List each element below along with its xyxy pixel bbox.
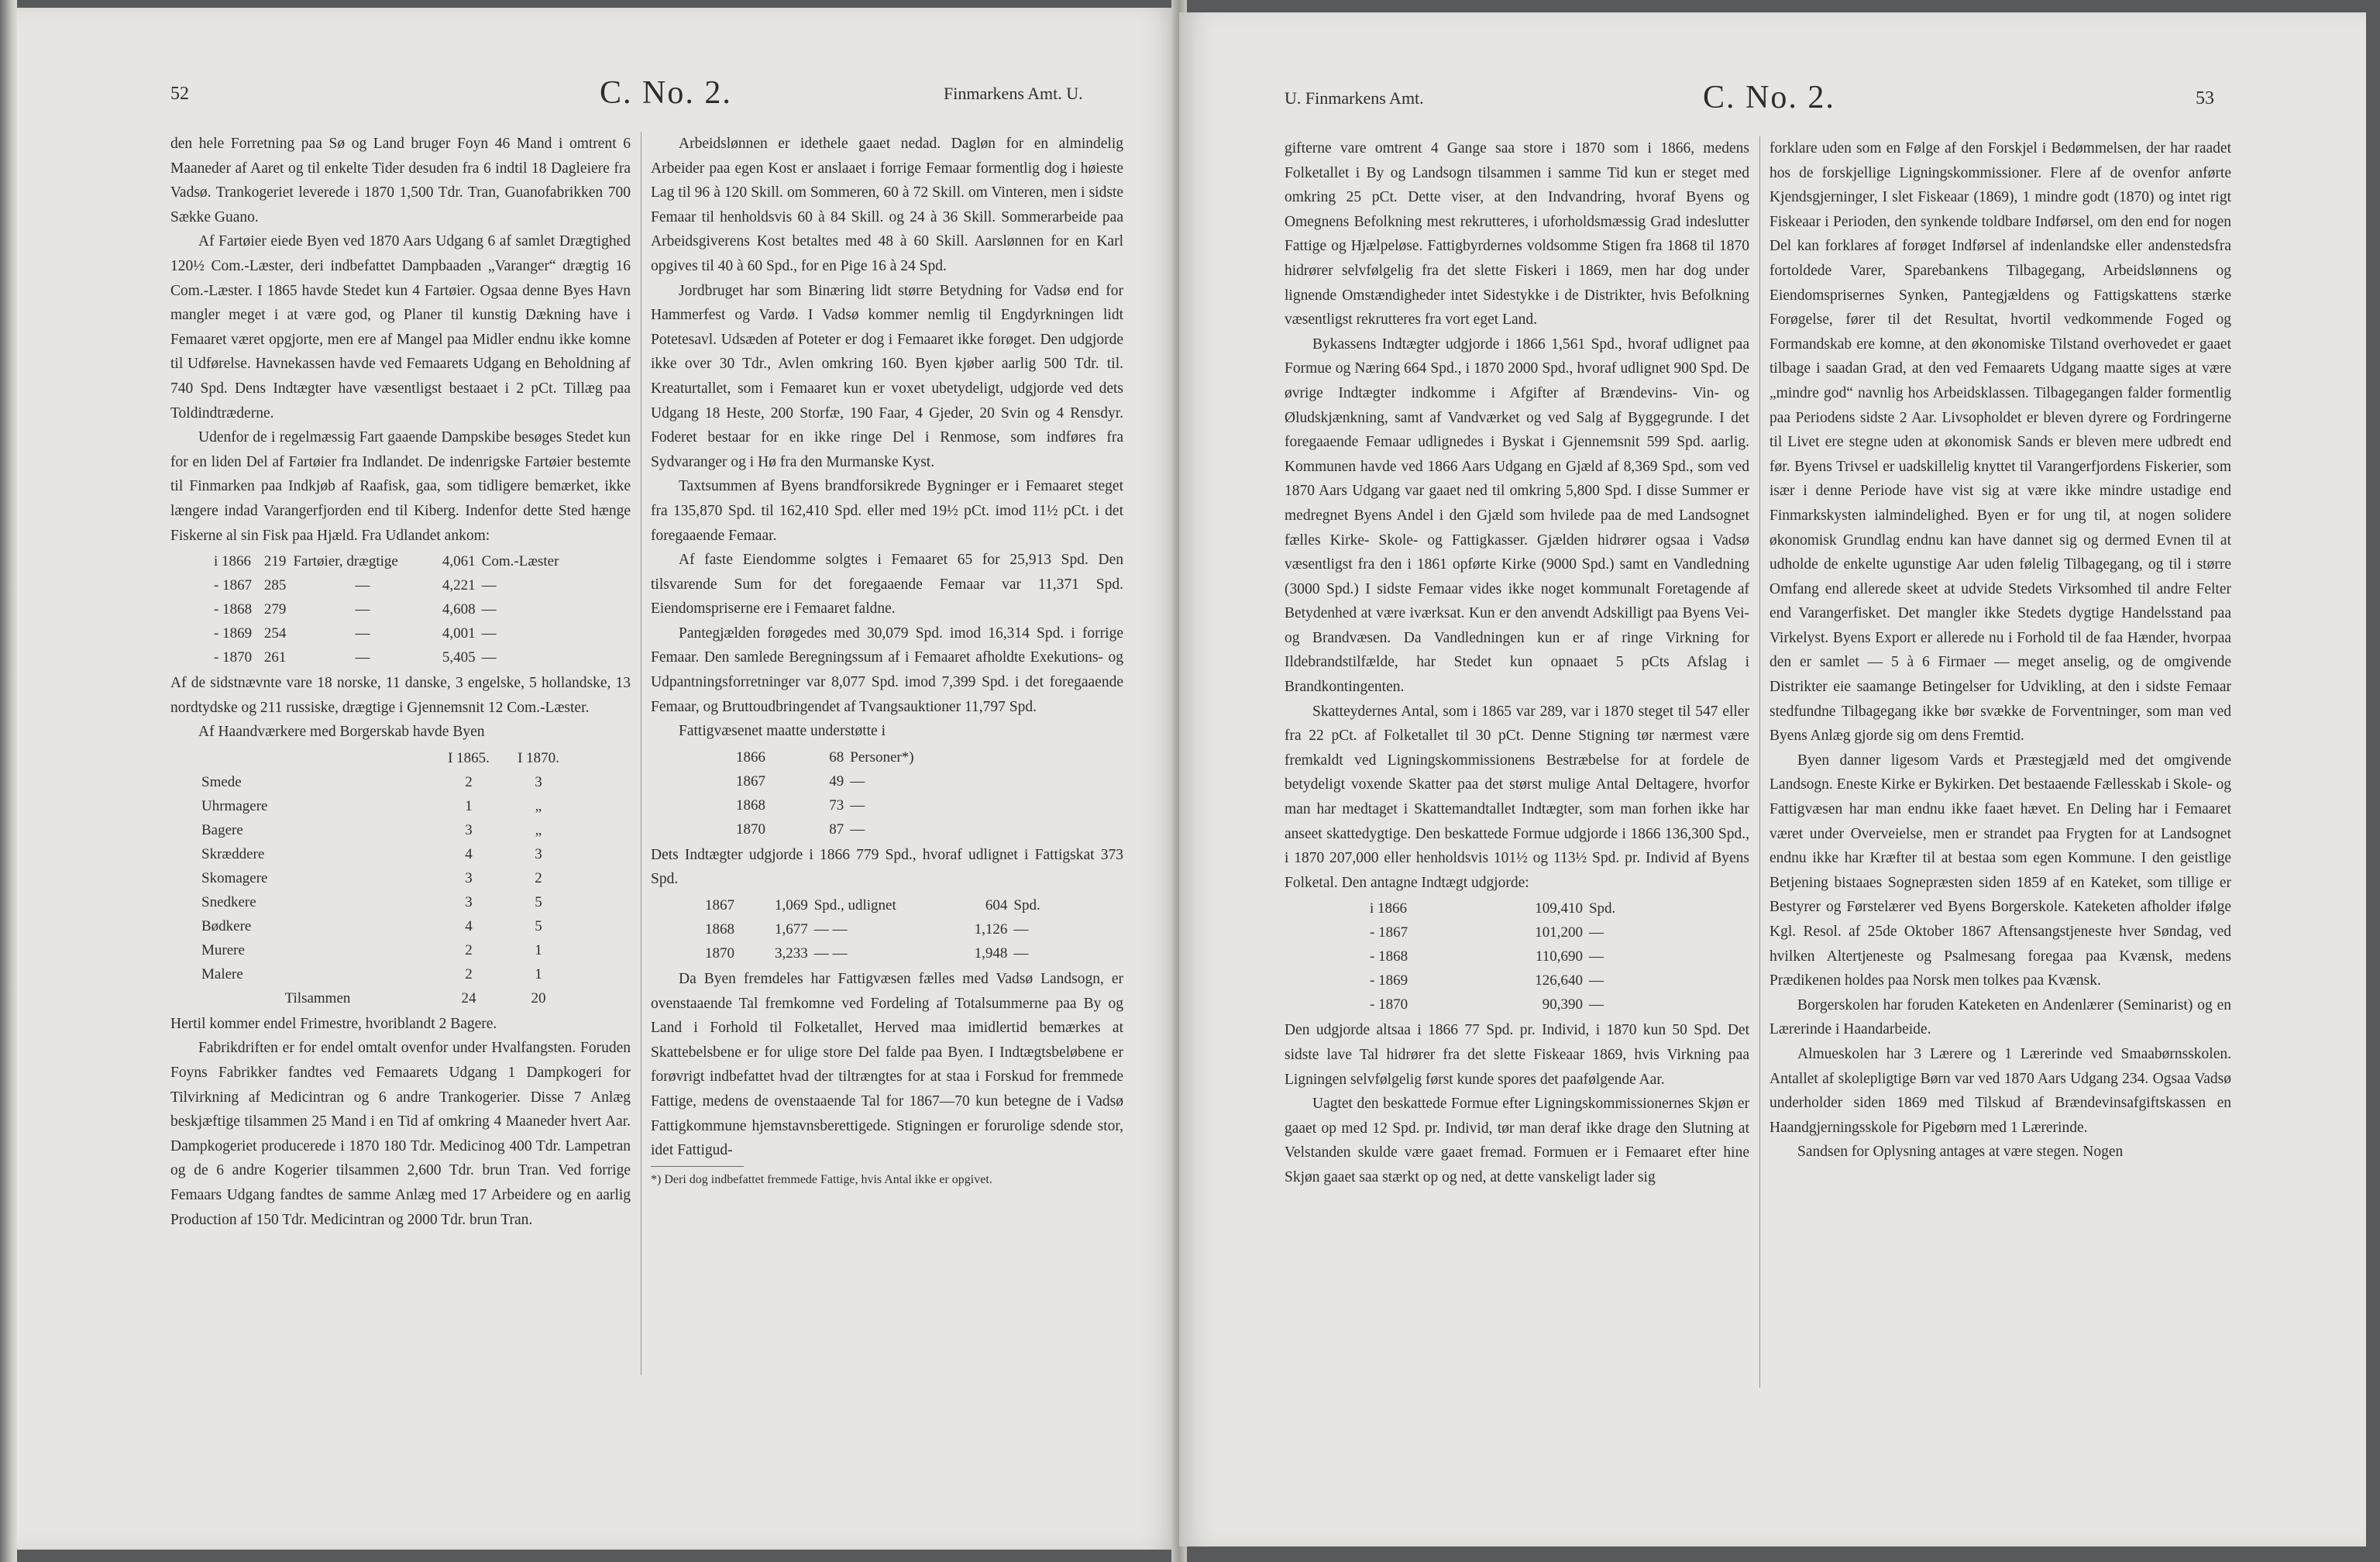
paragraph: Jordbruget har som Binæring lidt større Betydning for Vadsø end for Hammerfest og Vardø. I Vadsø kommer nemlig til Engdyrkningen lidt Potetesavl. Udsæden af Poteter er dog i Femaaret ikke forøget. Den udgjorde ikke over 30 Tdr., Avlen omkring 160. Byen kjøber aarlig 500 Tdr. til. Kreaturtallet, som i Femaaret kun er voxet ubetydeligt, udgjorde ved dets Udgang 18 Heste, 200 Storfæ, 190 Faar, 4 Gjeder, 20 Svin og 4 Rensdyr. Foderet bestaar for en ikke ringe Del i Renmose, som indføres fra Sydvaranger og i Hø fra den Murmanske Kyst. [651,282,1123,470]
table-row: - 1869 126,640 — [1370,972,1604,989]
paragraph: Af Haandværkere med Borgerskab havde Byen [198,724,485,741]
footnote: *) Deri dog indbefattet fremmede Fattige, hvis Antal ikke er opgivet. [651,1172,992,1186]
paragraph: Fattigvæsenet maatte understøtte i [679,723,886,740]
paragraph: den hele Forretning paa Sø og Land bruger Foyn 46 Mand i omtrent 6 Maaneder af Aaret og til enkelte Tider desuden fra 6 indtil 18 Dagleiere fra Vadsø. Trankogeriet leverede i 1870 1,500 Tdr. Tran, Guanofabrikken 700 Sække Guano. [170,136,631,225]
table-row: 1867 1,069 Spd., udlignet 604 Spd. [705,897,1040,914]
table-row: i 1866 109,410 Spd. [1370,900,1616,917]
paragraph: Hertil kommer endel Frimestre, hvoriblandt 2 Bagere. [170,1015,497,1032]
paragraph: Fabrikdriften er for endel omtalt ovenfor under Hvalfangsten. Foruden Foyns Fabrikker fandtes ved Femaarets Udgang 1 Dampkogeri for Tilvirkning af Medicintran og 6 andre Trankogerier. Disse 7 Anlæg beskjæftige tilsammen 25 Mand i en Tid af omkring 4 Maaneder hvert Aar. Dampkogeriet producerede i 1870 180 Tdr. Medicinog 400 Tdr. Lampetran og de 6 andre Kogerier tilsammen 2,600 Tdr. brun Tran. Ved forrige Femaars Udgang fandtes de samme Anlæg med 17 Arbeidere og en aarlig Production af 150 Tdr. Medicintran og 2000 Tdr. brun Tran. [170,1040,631,1228]
table-row: Uhrmagere 1 „ [201,797,542,814]
table-row: Murere 2 1 [201,941,542,958]
paragraph: Dets Indtægter udgjorde i 1866 779 Spd., hvoraf udlignet i Fattigskat 373 Spd. [651,846,1123,888]
table-row: Bagere 3 „ [201,821,542,838]
paragraph: Borgerskolen har foruden Kateketen en Andenlærer (Seminarist) og en Lærerinde i Haandarbeide. [1770,996,2231,1038]
table-row: - 1868 110,690 — [1370,948,1604,965]
page-subtitle: Finmarkens Amt. U. [944,84,1083,103]
table-row: - 1867 285 — 4,221 — [214,577,497,594]
table-row: 1868 73 — [736,796,865,814]
table-row: - 1868 279 — 4,608 — [214,601,497,618]
table-header-row: I 1865. I 1870. [448,749,559,766]
page-subtitle: U. Finmarkens Amt. [1285,88,1424,108]
poor-table [736,745,1015,841]
table-row: 1870 3,233 — — 1,948 — [705,945,1029,962]
left-page-header [17,74,1179,121]
paragraph: Pantegjælden forøgedes med 30,079 Spd. imod 16,314 Spd. i forrige Femaar. Den samlede Beregningssum af i Femaaret afholdte Exekutions- og Udpantningsforretninger var 8,077 Spd. imod 7,399 Spd. i det foregaaende Femaar, og Bruttoudbringendet af Tvangsauktioner 11,797 Spd. [651,624,1123,715]
table-total-row: Tilsammen 24 20 [284,989,546,1006]
paragraph: gifterne vare omtrent 4 Gange saa store i 1870 som i 1866, medens Folketallet i By og Landsogn tilsammen i samme Tid kun er steget med omkring 25 pCt. Dette viser, at den Indvandring, hvoraf Byens og Omegnens Befolkning mest rekrutteres, i uforholdsmæssig Grad indeslutter Fattige og Hjælpeløse. Fattigbyrdernes voldsomme Stigen fra 1868 til 1870 hidrører selvfølgelig fra det slette Fiskeri i 1869, men har dog under lignende Omstændigheder intet Sidestykke i de Distrikter, hvis Befolkning væsentligst rekrutteres fra vort eget Land. [1285,140,1749,329]
paragraph: Taxtsummen af Byens brandforsikrede Bygninger er i Femaaret steget fra 135,870 Spd. til 162,410 Spd. eller med 19½ pCt. imod 11½ pCt. i det foregaaende Femaar. [651,478,1123,544]
income-table [1370,896,1664,1017]
page-title: C. No. 2. [600,75,732,111]
paragraph: Almueskolen har 3 Lærere og 1 Lærerinde ved Smaabørnsskolen. Antallet af skolepligtige Børn var ved 1870 Aars Udgang 234. Ogsaa Vadsø underholder siden 1869 med Tilskud af Brændevinsafgiftskassen en Haandgjerningsskole for Pigebørn med 1 Lærerinde. [1770,1045,2231,1136]
right-page-header [1179,79,2366,126]
ships-table [214,549,586,669]
paragraph: Uagtet den beskattede Formue efter Ligningskommissionernes Skjøn er gaaet op med 12 Spd. pr. Individ, tør man deraf ikke drage den Slutning at Velstanden skulde være gaaet fremad. Formuen er i Femaaret efter hine Skjøn gaaet saa stærkt op og ned, at dette vanskeligt lader sig [1285,1096,1749,1185]
paragraph: Af Fartøier eiede Byen ved 1870 Aars Udgang 6 af samlet Drægtighed 120½ Com.-Læster, deri indbefattet Dampbaaden „Varanger“ drægtig 16 Com.-Læster. I 1865 havde Stedet kun 4 Fartøier. Ogsaa denne Byes Havn mangler meget i at være god, og Planer til kunstig Dækning have i Femaaret været opgjorte, men ere af Mangel paa Midler endnu ikke komne til Udførelse. Havnekassen havde ved Femaarets Udgang en Beholdning af 740 Spd. Dens Indtægter have væsentligst bestaaet i 2 pCt. Tillæg paa Toldindtræderne. [170,233,631,421]
page-number: 53 [2196,88,2214,108]
table-row: 1870 87 — [736,821,865,838]
left-page [17,8,1179,1550]
table-row: 1866 68 Personer*) [736,748,914,766]
table-row: Malere 2 1 [201,965,542,982]
footnote-rule [651,1166,744,1167]
table-row: - 1867 101,200 — [1370,924,1604,941]
paragraph: Udenfor de i regelmæssig Fart gaaende Dampskibe besøges Stedet kun for en liden Del af Fartøier fra Indlandet. De indenrigske Fartøier bestemte til Finmarken paa Indkjøb af Raafisk, gaa, som tidligere bemærket, ikke længere indad Varangerfjorden end til Kiberg. Indenfor dette Sted hænge Fiskerne al sin Fisk paa Hjæld. Fra Udlandet ankom: [170,429,631,544]
table-row: - 1869 254 — 4,001 — [214,625,497,642]
table-row: Bødkere 4 5 [201,917,542,934]
paragraph: forklare uden som en Følge af den Forskjel i Bedømmelsen, der har raadet hos de forskjellige Ligningskommissioner. Flere af de ovenfor anførte Kjendsgjerninger, I slet Fiskeaar (1869), 1 mindre godt (1870) og intet rigt Fiskeaar i Perioden, den synkende toldbare Indførsel, om den end for nogen Del kan forklares af forøget Indførsel af indenlandske eller andenstedsfra fortoldede Varer, Sparebankens Tilbagegang, Arbeidslønnens og Eiendomsprisernes Synken, Pantegjældens og Fattigskattens stærke Forøgelse, fører til det Resultat, hvortil vedkommende Foged og Formandskab ere komne, at den økonomiske Tilstand overhovedet er gaaet tilbage i saadan Grad, at den ved Femaarets Udgang maatte siges at være „mindre god“ navnlig hos Arbeidsklassen. Tilbagegangen falder formentlig paa Periodens sidste 2 Aar. Livsopholdet er bleven dyrere og Fordringerne til Livet ere stegne uden at økonomisk Sands er bleven mere udbredt end før. Byens Trivsel er uadskillelig knyttet til Varangerfjordens Fiskerier, som især i denne Periode have vist sig at være ikke mindre ustadige end Finmarkskysten ialmindelighed. Byen er for ung til, at nogen solidere økonomisk Grundlag endnu kan have dannet sig og dermed Evnen til at udholde de enkelte ugunstige Aar uden følelig Tilbagegang, og til i større Omfang end allerede skeet at udvide Stedets Virksomhed til andre Felter end Varangerfisket. Det mangler ikke Stedets dygtige Handelsstand paa Virkelyst. Byens Export er allerede nu i Forhold til de faa Hænder, hvorpaa den er samlet — 5 à 6 Firmaer — meget anselig, og de omgivende Distrikter eie saamange Betingelser for Udvikling, at den i sidste Femaar stedfundne Tilbagegang ikke bør svække de Forventninger, som man ved Byens Anlæg gjorde sig om dens Fremtid. [1770,140,2231,745]
paragraph: Den udgjorde altsaa i 1866 77 Spd. pr. Individ, i 1870 kun 50 Spd. Det sidste lave Tal hidrører fra det slette Fiskeaar 1869, hvis Virkning paa Ligningen selvfølgelig først kunde spores det paafølgende Aar. [1285,1022,1749,1088]
right-column-1 [1285,136,1749,1190]
paragraph: Af faste Eiendomme solgtes i Femaaret 65 for 25,913 Spd. Den tilsvarende Sum for det foregaaende Femaar var 11,371 Spd. Eiendomspriserne ere i Femaaret faldne. [651,552,1123,618]
table-row: 1867 49 — [736,772,865,790]
left-column-2 [651,132,1123,1189]
right-page [1179,12,2366,1547]
paragraph: Byen danner ligesom Vards et Præstegjæld med det omgivende Landsogn. Eneste Kirke er Bykirken. Det bestaaende Fællesskab i Skole- og Fattigvæsen har man endnu ikke faaet hævet. En Deling har i Femaaret været under Overveielse, men er strandet paa Frygten for at Landsognet endnu ikke har Kræfter til at bestaa som egen Kommune. I den geistlige Betjening bistaaes Sognepræsten siden 1859 af en Kateket, som tillige er Bestyrer og Førstelærer ved Byens Borgerskole. Kateketen afholder ifølge Kgl. Resol. af 25de Oktober 1867 Aftensangstjeneste hver Søndag, ved hvilken Altertjeneste og Psalmesang foregaa paa Kvænsk, medens Prædikenen holdes paa Norsk men tolkes paa Kvænsk. [1770,752,2231,989]
table-row: Skræddere 4 3 [201,845,542,862]
left-column-1 [170,132,631,1232]
column-divider [1759,136,1760,1388]
poor-income-table [705,893,1061,965]
paragraph: Arbeidslønnen er idethele gaaet nedad. Dagløn for en almindelig Arbeider paa egen Kost er anslaaet i forrige Femaar formentlig dog i høieste Lag til 96 à 120 Skill. om Sommeren, 60 à 72 Skill. om Vinteren, men i sidste Femaar til henholdsvis 60 à 84 Skill. og 24 à 36 Skill. Sommerarbeide paa Arbeidsgiverens Kost betaltes med 48 à 60 Skill. Aarslønnen for en Karl opgives til 40 à 60 Spd., for en Pige 16 à 24 Spd. [651,136,1123,274]
paragraph: Af de sidstnævnte vare 18 norske, 11 danske, 3 engelske, 5 hollandske, 13 nordtydske og 211 russiske, drægtige i Gjennemsnit 12 Com.-Læster. [170,675,631,716]
table-row: Snedkere 3 5 [201,893,542,910]
crafts-table [201,746,573,1010]
paragraph: Da Byen fremdeles har Fattigvæsen fælles med Vadsø Landsogn, er ovenstaaende Tal fremkomne ved Fordeling af Totalsummerne paa By og Land i Forhold til Folketallet, Herved maa imidlertid bemærkes at Skattebelsbene er for ulige store Del falde paa Byen. I Indtægtsbeløbene er forøvrigt indbefattet hvad der tiltrængtes for at staa i Forskud for fremmede Fattige, medens de ovenstaaende Tal for 1867—70 kun betegne de i Vadsø Fattigkommune hjemstavnsberettigede. Stigningen er forurolige sdende stor, idet Fattigud- [651,971,1123,1159]
table-row: - 1870 90,390 — [1370,996,1604,1013]
page-title: C. No. 2. [1703,80,1835,115]
stacked-page-edges [0,0,17,1562]
table-row: Smede 2 3 [201,773,542,790]
paragraph: Sandsen for Oplysning antages at være stegen. Nogen [1797,1144,2124,1161]
table-row: - 1870 261 — 5,405 — [214,649,497,666]
paragraph: Skatteydernes Antal, som i 1865 var 289, var i 1870 steget til 547 eller fra 22 pCt. af Folketallet til 30 pCt. Denne Stigning tør nærmest være fremkaldt ved Ligningskommissionens Bestræbelse for at fordele de betydeligt voxende Skatter paa det størst mulige Antal Deltagere, hvorfor man har medtaget i Skattemandtallet Indtægter, som man forhen ikke har anseet skattedygtige. Den beskattede Formue udgjorde i 1866 136,300 Spd., i 1870 207,000 eller henholdsvis 101½ og 113½ Spd. pr. Individ af Byens Folketal. Den antagne Indtægt udgjorde: [1285,703,1749,891]
paragraph: Bykassens Indtægter udgjorde i 1866 1,561 Spd., hvoraf udlignet paa Formue og Næring 664 Spd., i 1870 2000 Spd., hvoraf udlignet 900 Spd. De øvrige Indtægter indkomme i Afgifter af Brændevins- Vin- og Øludskjænkning, samt af Vandværket og ved Salg af Byggegrunde. I det foregaaende Femaar udlignedes i Byskat i Gjennemsnit 599 Spd. aarlig. Kommunen havde ved 1866 Aars Udgang en Gjæld af 8,369 Spd., som ved 1870 Aars Udgang var gaaet ned til omkring 5,800 Spd. I disse Summer er medregnet Byens Andel i den Gjæld som hvilede paa de med Landsognet fælles Kirke- Skole- og Fattigkasser. Gjælden hidrører ogsaa i Vadsø væsentligst fra den i 1861 opførte Kirke (9000 Spd.) samt en Vandledning (3000 Spd.) I sidste Femaar vides ikke noget kommunalt Foretagende af Betydenhed at være iværksat. Kun er den anvendt Adskilligt paa Byens Vei- og Brandvæsen. Da Vandledningen kun er af ringe Virkning for Ildebrandstilfælde, har Stedet kun opnaaet 5 pCts Afslag i Brandkontingenten. [1285,335,1749,696]
table-row: 1868 1,677 — — 1,126 — [705,921,1029,938]
table-row: Skomagere 3 2 [201,869,542,886]
page-number: 52 [170,84,189,104]
table-row: i 1866 219 Fartøier, drægtige 4,061 Com.-Læster [214,553,559,570]
right-column-2 [1770,136,2231,1165]
